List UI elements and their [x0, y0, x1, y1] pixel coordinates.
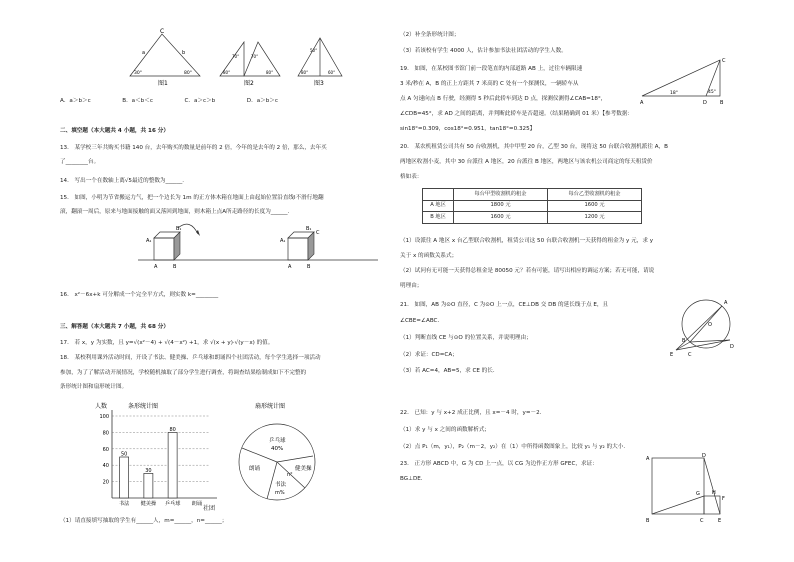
q17: 17． 若 x，y 为实数，且 y=√(x²－4) + √(4－x²) +1，求 √(x + y)·√(y－x) 的值。: [60, 340, 274, 346]
q22-line-1: 22． 已知：y 与 x+2 成正比例，且 x=－4 时，y=－2．: [400, 410, 546, 416]
fig1-caption: 图1: [158, 80, 168, 87]
q18-line-1: 18． 某校利用课外活动时间，开设了书法、健美操、乒乓球和朗诵四个社团活动，每个学生选择一项活动: [60, 355, 321, 361]
pie-label-recite: 朗诵: [249, 466, 261, 472]
bar-tick-label: 60: [102, 446, 109, 453]
table-cell: 1600 元: [548, 200, 642, 212]
fig3-caption: 图3: [314, 80, 324, 87]
bar-ylabel: 人数: [95, 403, 108, 410]
bar-category-label: 乒乓球: [164, 501, 181, 507]
q19-line-4: ∠CDB=45°，求 AD 之间的距离，并判断此轿车是否超速。（结果精确到 01 米）【参考数据：: [400, 111, 634, 117]
bar-value-label: 50: [120, 451, 128, 458]
choice-row: [60, 98, 278, 106]
fig3-angle-50: 50°: [310, 48, 318, 53]
q19-label-c: C: [722, 58, 726, 64]
section-3-title: 三、解答题（本大题共 7 小题，共 68 分）: [60, 324, 169, 330]
q15-figure: [138, 220, 378, 275]
bar-category-label: 朗诵: [191, 501, 203, 507]
table-header-row: [423, 189, 642, 201]
fig1-angle-80: 80°: [184, 71, 192, 76]
table-cell: 1200 元: [548, 212, 642, 224]
table-row: [423, 212, 642, 224]
q15-line-2: 滚，翻滚一周后，原来与地面接触的面又落回到地面，则木箱上点A所走路径的长度为______.: [60, 209, 290, 215]
q18-sub-3: （3）若该校有学生 4000 人，估计参加书法社团活动的学生人数。: [400, 48, 567, 54]
q21-line-3: （1）判断直线 CE 与⊙O 的位置关系，并说明理由；: [400, 335, 532, 341]
table-header-cell: [423, 189, 454, 201]
q23-label-b: B: [646, 518, 650, 524]
q20-line-3: 格如表：: [400, 174, 423, 180]
figure-2: [220, 42, 280, 87]
q20-sub-1b: 关于 x 的函数关系式；: [400, 253, 458, 259]
q15-label-c: C: [316, 230, 320, 236]
q23-label-h: H: [712, 490, 716, 496]
bar-mark: [144, 473, 153, 498]
q15-line-1: 15． 如图，小明为节省搬运力气，把一个边长为 1m 的正方体木箱在地面上由起始位置沿直线l不滑行地翻: [60, 195, 324, 201]
q19-angle-45: 45°: [708, 90, 716, 95]
q22-line-2: （1）求 y 与 x 之间的函数解析式；: [400, 427, 491, 433]
figure-1: [130, 28, 200, 87]
q15-label-a1-2: A₁: [280, 238, 286, 244]
bar-value-label: 80: [169, 426, 176, 433]
q21-label-b: B: [682, 338, 686, 344]
q23-label-c: C: [700, 518, 704, 524]
q19-line-3: 点 A 匀速向点 B 行驶，经测得 5 秒后此轿车到达 D 点，探测仪测得∠CAB=18°，: [400, 96, 607, 102]
q21-line-1: 21． 如图，AB 为⊙O 直径，C 为⊙O 上一点，CE⊥DB 交 DB 的延长线于点 E，且: [400, 302, 609, 308]
q23-figure: [644, 452, 744, 524]
table-header-cell: 每台乙型收割机的租金: [548, 189, 642, 201]
q19-label-b: B: [720, 100, 724, 106]
fig2-angle-80c: 80°: [266, 70, 274, 75]
table-cell: A 地区: [423, 200, 454, 212]
pie-label-aerobics-n: n°: [287, 472, 293, 478]
q15-label-b1-2: B₁: [306, 226, 312, 232]
q22-line-3: （2）点 P₁（m，y₁），P₂（m－2，y₂）在（1）中所得函数图象上，比较 y₁ 与 y₂ 的大小．: [400, 444, 629, 450]
q23-label-d: D: [702, 453, 706, 459]
q14: 14． 写出一个在数轴上离√5最近的整数为______.: [60, 178, 185, 184]
bar-category-label: 健美操: [140, 501, 157, 507]
bar-value-label: 30: [145, 467, 152, 474]
bar-tick-label: 20: [102, 479, 109, 486]
q20-sub-2a: （2）试问有无可能一天获得总租金是 80050 元？若有可能，请写出相应的调运方案；若无可能，请说: [400, 268, 655, 274]
fig3-angle-80: 80°: [301, 70, 309, 75]
rental-table: [422, 188, 642, 224]
table-cell: 1600 元: [454, 212, 548, 224]
q18-sub-1: （1）请直接填写抽取的学生有______人，m=______，n=______；: [60, 518, 228, 524]
q13-line-1: 13． 某学校三年共购买书籍 140 台，去年购买的数量是前年的 2 倍，今年的是去年的 2 倍，那么，去年买: [60, 145, 327, 151]
q18-sub-2: （2）补全条形统计图；: [400, 32, 460, 38]
bar-title: 条形统计图: [128, 403, 159, 410]
bar-tick-label: 100: [99, 414, 109, 420]
q15-label-b: B: [173, 264, 177, 270]
q15-label-b1: B₁: [176, 226, 182, 232]
q15-label-a-2: A: [288, 264, 292, 270]
q19-label-a: A: [640, 100, 644, 106]
choice-c[interactable]: C．a＞c＞b: [184, 98, 216, 104]
fig2-caption: 图2: [244, 80, 254, 87]
bar-mark: [120, 457, 129, 498]
pie-chart: [225, 398, 335, 516]
fig1-side-b: b: [182, 50, 186, 56]
bar-tick-label: 40: [102, 463, 109, 470]
q23-label-e: E: [718, 518, 722, 524]
q19-label-d: D: [703, 100, 707, 106]
fig1-side-a: a: [142, 50, 146, 56]
fig1-label-c: C: [160, 28, 165, 35]
q15-label-a: A: [154, 264, 158, 270]
pie-label-calligraphy: 书法: [275, 482, 287, 488]
pie-label-pingpong: 乒乓球: [269, 438, 286, 444]
section-2-title: 二、填空题（本大题共 4 小题，共 16 分）: [60, 128, 169, 134]
q18-line-2: 参加，为了了解活动开展情况，学校随机抽取了部分学生进行调查，将调查结果绘制成如下不完整的: [60, 370, 307, 376]
q21-label-d: D: [730, 344, 734, 350]
fig2-angle-80: 80°: [223, 70, 231, 75]
table-header-cell: 每台甲型收割机的租金: [454, 189, 548, 201]
q21-label-e: E: [670, 352, 674, 358]
q20-line-1: 20． 某农机租赁公司共有 50 台收割机，其中甲型 20 台，乙型 30 台，现将这 50 台联合收割机派往 A，B: [400, 144, 669, 150]
q21-label-c: C: [688, 352, 692, 358]
bar-xlabel: 社团: [203, 505, 216, 512]
q23-label-g: G: [696, 491, 700, 497]
q23-label-a: A: [646, 456, 650, 462]
q18-line-3: 条形统计图和扇形统计图。: [60, 384, 128, 390]
q19-line-1: 19． 如图，在某校图书馆门前一段笔直的内部道路 AB 上，过往车辆限速: [400, 66, 583, 72]
pie-title: 扇形统计图: [255, 403, 286, 410]
q16: 16． x²－6x+k 可分解成一个完全平方式，则实数 k=________: [60, 292, 219, 298]
q21-line-5: （3）若 AC=4，AB=5，求 CE 的长．: [400, 368, 499, 374]
q23-line-2: BG⊥DE．: [400, 476, 427, 482]
choice-b[interactable]: B．a＜b＜c: [122, 98, 153, 104]
q13-line-2: 了________台。: [60, 159, 100, 165]
pie-slice-edge-2: [277, 456, 313, 462]
q19-line-5: sin18°=0.309，cos18°=0.951，tan18°=0.325】: [400, 126, 536, 132]
q21-figure: [668, 292, 738, 362]
q23-label-f: F: [722, 496, 725, 502]
q21-label-o: O: [708, 322, 712, 328]
q19-line-2: 3 米/秒在 A，B 的正上方距其 7 米高的 C 处有一个探测仪，一辆轿车从: [400, 81, 579, 87]
table-cell: B 地区: [423, 212, 454, 224]
bar-tick-label: 80: [102, 430, 109, 437]
fig2-angle-70b: 70°: [251, 54, 259, 59]
q20-sub-2b: 明理由；: [400, 283, 423, 289]
choice-a[interactable]: A．a＞b＞c: [60, 98, 91, 104]
figure-3: [298, 38, 342, 87]
q23-line-1: 23． 正方形 ABCD 中，G 为 CD 上一点，以 CG 为边作正方形 GFEC，求证：: [400, 461, 598, 467]
q19-angle-18: 18°: [670, 91, 678, 96]
table-cell: 1800 元: [454, 200, 548, 212]
q20-line-2: 两地区收割小麦，其中 30 台派往 A 地区，20 台派往 B 地区，两地区与该农机公司商定的每天租赁价: [400, 159, 653, 165]
choice-d[interactable]: D．a＞b＞c: [246, 98, 278, 104]
fig3-angle-60: 60°: [328, 70, 336, 75]
bar-mark: [168, 432, 177, 498]
pie-label-calligraphy-m: m%: [275, 490, 285, 496]
triangle-figures: [120, 28, 390, 96]
pie-label-aerobics: 健美操: [295, 466, 312, 472]
q19-figure: [640, 56, 740, 106]
q21-line-2: ∠CBE=∠ABC．: [400, 318, 444, 324]
q21-label-a: A: [724, 300, 728, 306]
table-row: [423, 200, 642, 212]
fig1-angle-30: 30°: [134, 71, 142, 76]
pie-label-pingpong-pct: 40%: [271, 446, 284, 452]
q15-label-a1: A₁: [146, 238, 152, 244]
fig2-angle-70a: 70°: [232, 54, 240, 59]
bar-category-label: 书法: [118, 501, 130, 507]
q20-sub-1a: （1）设派往 A 地区 x 台乙型联合收割机，租赁公司这 50 台联合收割机一天获得的租金为 y 元，求 y: [400, 238, 654, 244]
q15-label-b-2: B: [307, 264, 311, 270]
q21-line-4: （2）求证：CD=CA；: [400, 352, 458, 358]
